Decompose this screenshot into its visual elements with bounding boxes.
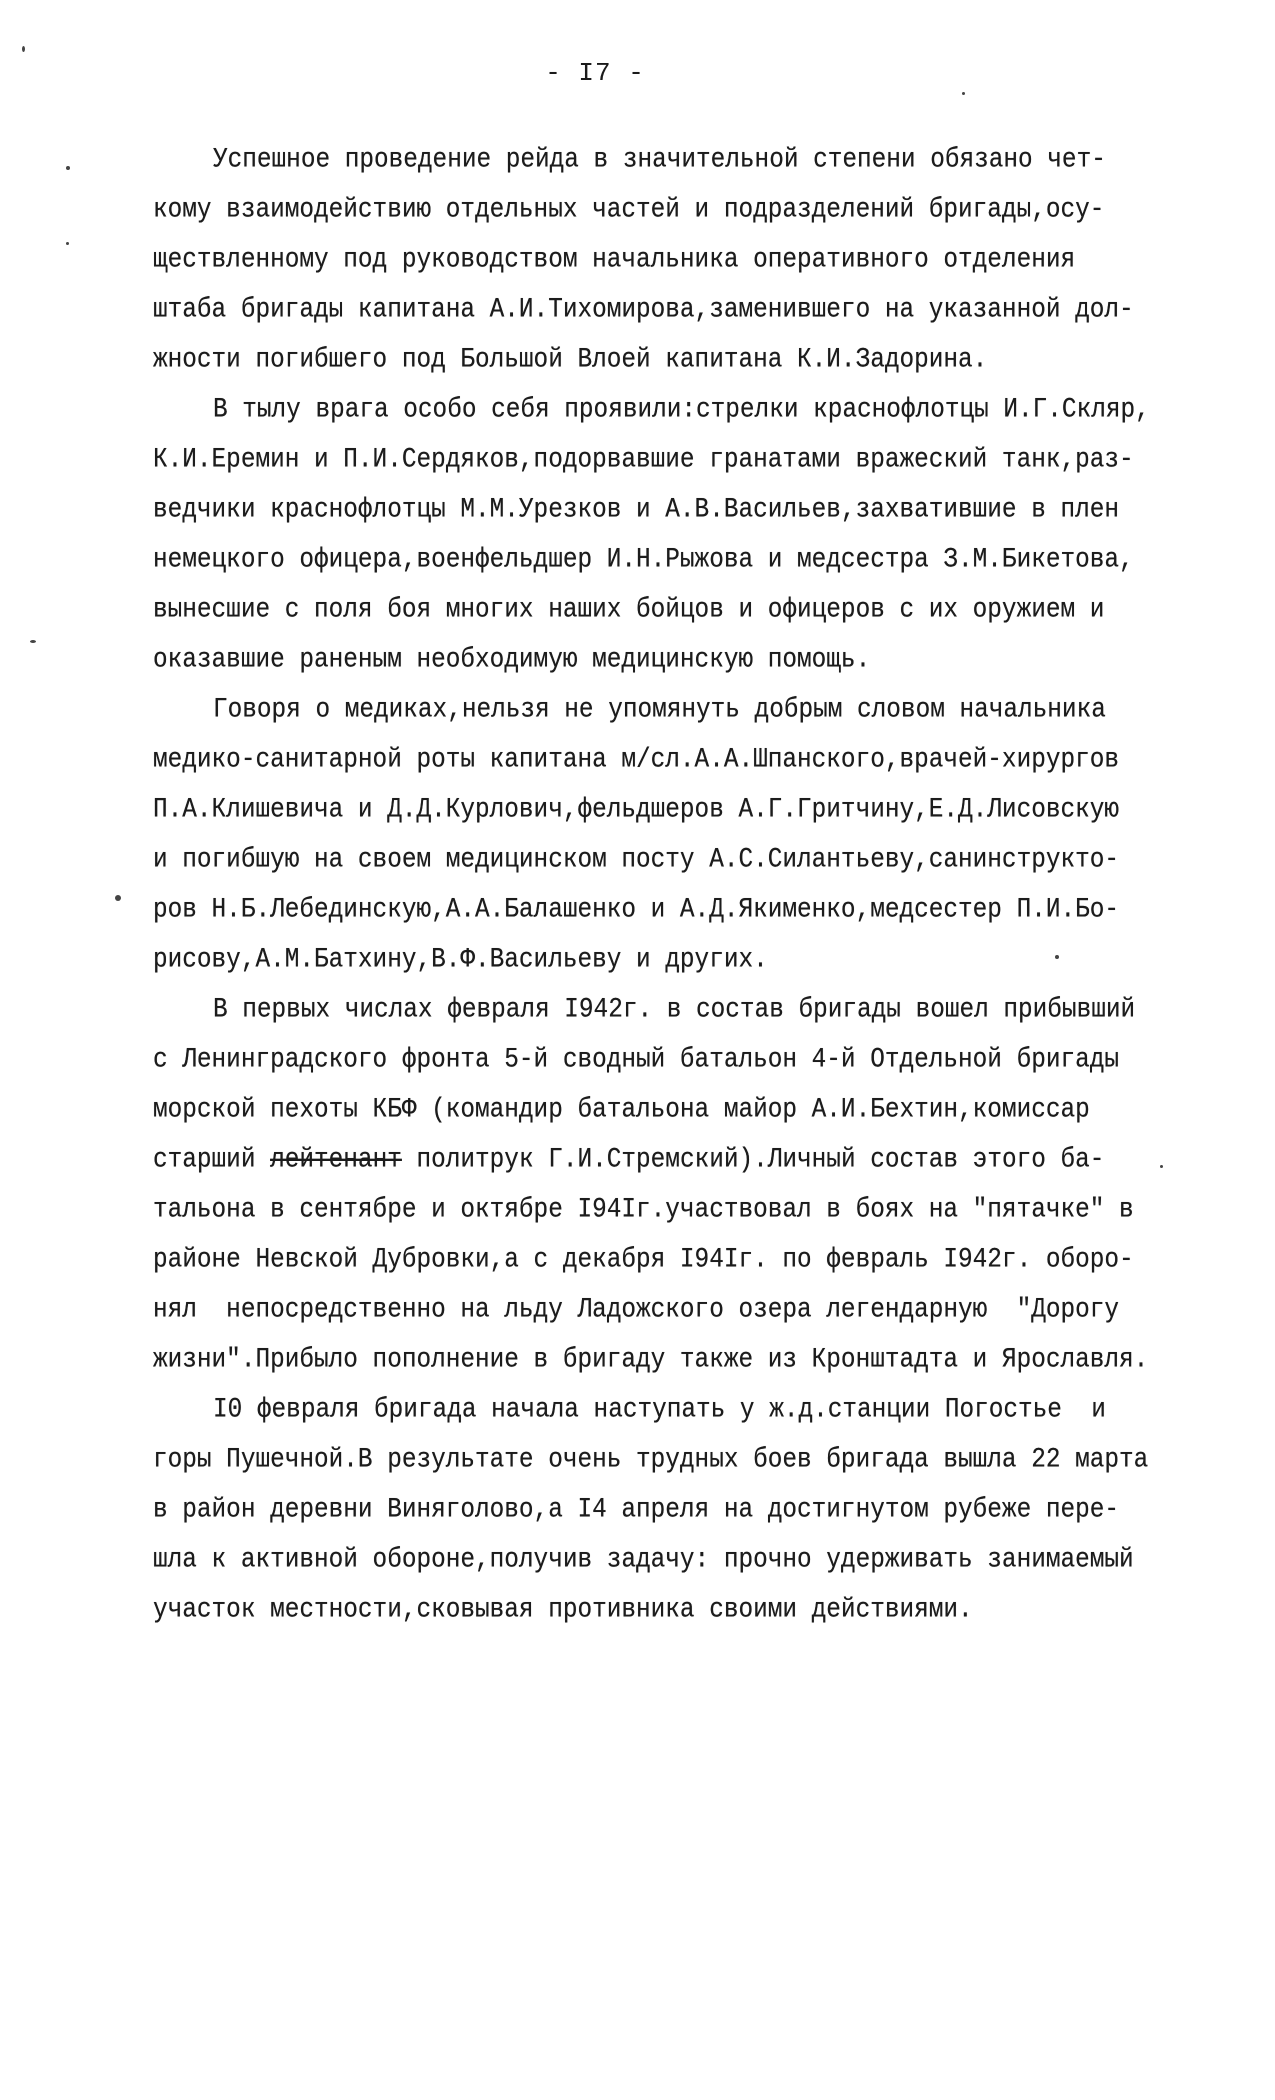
page-number: - I7 - xyxy=(545,58,645,88)
text-line: оказавшие раненым необходимую медицинскую помощь. xyxy=(153,645,871,676)
text-line: ведчики краснофлотцы М.М.Урезков и А.В.Васильев,захватившие в плен xyxy=(153,495,1120,526)
text-line: штаба бригады капитана А.И.Тихомирова,заменившего на указанной дол- xyxy=(153,295,1134,326)
text-line: К.И.Еремин и П.И.Сердяков,подорвавшие гранатами вражеский танк,раз- xyxy=(153,445,1134,476)
text-segment: политрук Г.И.Стремский).Личный состав этого ба- xyxy=(401,1145,1105,1176)
text-line: П.А.Клишевича и Д.Д.Курлович,фельдшеров А.Г.Гритчину,Е.Д.Лисовскую xyxy=(153,795,1120,826)
text-line: кому взаимодействию отдельных частей и подразделений бригады,осу- xyxy=(153,195,1105,226)
text-line: шла к активной обороне,получив задачу: прочно удерживать занимаемый xyxy=(153,1545,1134,1576)
text-line: вынесшие с поля боя многих наших бойцов и офицеров с их оружием и xyxy=(153,595,1105,626)
text-line: рисову,А.М.Батхину,В.Ф.Васильеву и других. xyxy=(153,945,768,976)
scan-speck xyxy=(22,46,25,52)
scan-speck xyxy=(30,640,36,643)
scan-speck xyxy=(962,92,965,95)
text-line: ществленному под руководством начальника оперативного отделения xyxy=(153,245,1076,276)
text-line: и погибшую на своем медицинском посту А.С.Силантьеву,санинструкто- xyxy=(153,845,1120,876)
text-line: с Ленинградского фронта 5-й сводный батальон 4-й Отдельной бригады xyxy=(153,1045,1120,1076)
text-line: ров Н.Б.Лебединскую,А.А.Балашенко и А.Д.Якименко,медсестер П.И.Бо- xyxy=(153,895,1120,926)
text-line: горы Пушечной.В результате очень трудных боев бригада вышла 22 марта xyxy=(153,1445,1149,1476)
text-line: медико-санитарной роты капитана м/сл.А.А.Шпанского,врачей-хирургов xyxy=(153,745,1120,776)
scan-speck xyxy=(115,895,121,901)
text-line: В первых числах февраля I942г. в состав бригады вошел прибывший xyxy=(213,995,1136,1026)
text-line: тальона в сентябре и октябре I94Iг.участвовал в боях на "пятачке" в xyxy=(153,1195,1134,1226)
text-segment: старший xyxy=(153,1145,271,1176)
scan-speck xyxy=(66,166,70,170)
scan-speck xyxy=(1160,1165,1163,1168)
text-line-with-correction xyxy=(153,1144,1104,1178)
text-line: морской пехоты КБФ (командир батальона майор А.И.Бехтин,комиссар xyxy=(153,1095,1090,1126)
text-line: Говоря о медиках,нельзя не упомянуть добрым словом начальника xyxy=(213,695,1106,726)
scan-speck xyxy=(66,242,69,245)
scan-speck xyxy=(1055,955,1059,959)
text-line: жности погибшего под Большой Влоей капитана К.И.Задорина. xyxy=(153,345,988,376)
text-line: в район деревни Виняголово,а I4 апреля на достигнутом рубеже пере- xyxy=(153,1495,1120,1526)
text-line: нял непосредственно на льду Ладожского озера легендарную "Дорогу xyxy=(153,1295,1120,1326)
text-line: В тылу врага особо себя проявили:стрелки краснофлотцы И.Г.Скляр, xyxy=(213,395,1150,426)
text-line: районе Невской Дубровки,а с декабря I94Iг. по февраль I942г. оборо- xyxy=(153,1245,1134,1276)
text-line: I0 февраля бригада начала наступать у ж.д.станции Погостье и xyxy=(213,1395,1106,1426)
text-line: жизни".Прибыло пополнение в бригаду также из Кронштадта и Ярославля. xyxy=(153,1345,1149,1376)
struck-out-word: лейтенант xyxy=(270,1145,402,1176)
text-line: участок местности,сковывая противника своими действиями. xyxy=(153,1595,973,1626)
text-line: Успешное проведение рейда в значительной степени обязано чет- xyxy=(213,145,1106,176)
text-line: немецкого офицера,военфельдшер И.Н.Рыжова и медсестра З.М.Бикетова, xyxy=(153,545,1134,576)
